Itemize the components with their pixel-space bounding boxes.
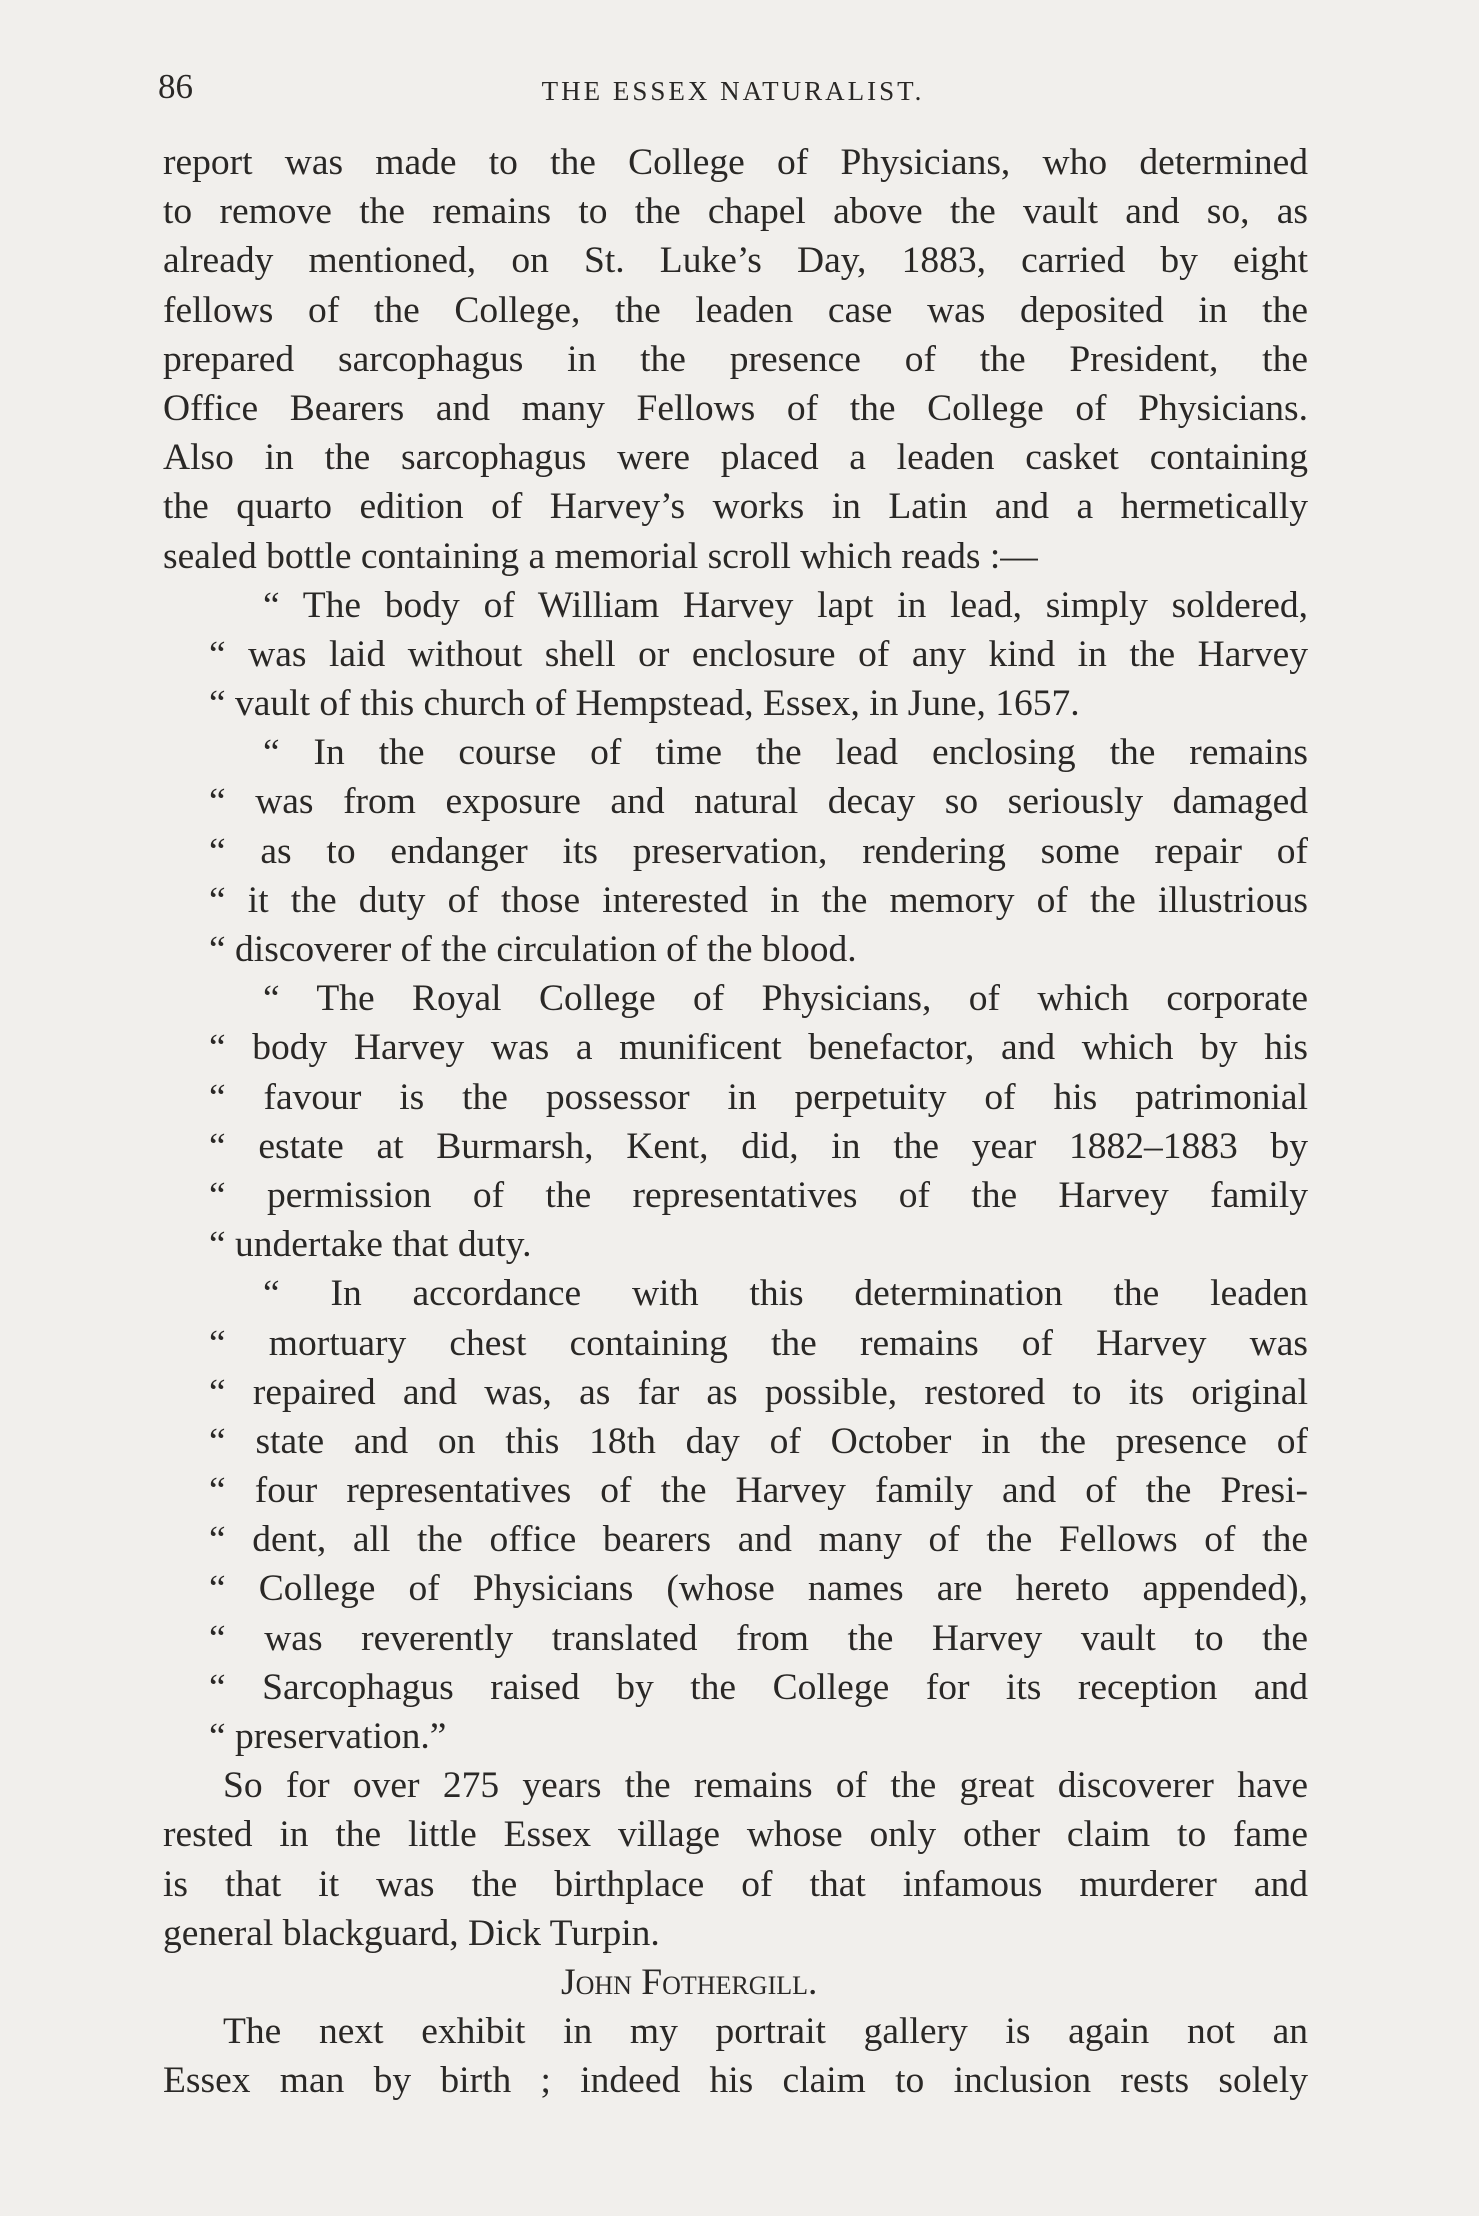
quote-line: “ was laid without shell or enclosure of any kind in the Harvey bbox=[209, 633, 1308, 675]
quote-line: “ discoverer of the circulation of the blood. bbox=[209, 929, 857, 970]
body-line: prepared sarcophagus in the presence of the President, the bbox=[163, 338, 1308, 380]
body-line: sealed bottle containing a memorial scroll which reads :— bbox=[163, 535, 1038, 577]
body-line: fellows of the College, the leaden case was deposited in the bbox=[163, 289, 1308, 331]
author-signature: John Fothergill. bbox=[561, 1961, 818, 2003]
quote-line: “ vault of this church of Hempstead, Essex, in June, 1657. bbox=[209, 683, 1080, 725]
quote-line: “ undertake that duty. bbox=[209, 1224, 532, 1266]
body-line: Office Bearers and many Fellows of the College of Physicians. bbox=[163, 387, 1308, 429]
running-title: THE ESSEX NATURALIST. bbox=[541, 76, 925, 106]
body-line: rested in the little Essex village whose only other claim to fame bbox=[163, 1814, 1308, 1856]
quote-line: “ The body of William Harvey lapt in lead, simply soldered, bbox=[263, 584, 1308, 626]
quote-line: “ In the course of time the lead enclosing the remains bbox=[263, 732, 1308, 774]
article-body bbox=[163, 138, 1308, 2106]
quote-line: “ estate at Burmarsh, Kent, did, in the year 1882–1883 by bbox=[209, 1125, 1308, 1167]
quote-line: “ body Harvey was a munificent benefactor, and which by his bbox=[209, 1027, 1308, 1069]
page-header bbox=[158, 62, 1308, 112]
body-line: already mentioned, on St. Luke’s Day, 1883, carried by eight bbox=[163, 240, 1308, 282]
quote-line: “ In accordance with this determination the leaden bbox=[263, 1273, 1308, 1315]
quote-line: “ dent, all the office bearers and many of the Fellows of the bbox=[209, 1519, 1308, 1561]
quote-line: “ as to endanger its preservation, rendering some repair of bbox=[209, 830, 1308, 872]
quote-line: “ was from exposure and natural decay so seriously damaged bbox=[209, 781, 1308, 823]
body-line: the quarto edition of Harvey’s works in Latin and a hermetically bbox=[163, 486, 1308, 528]
quote-line: “ mortuary chest containing the remains of Harvey was bbox=[209, 1322, 1308, 1364]
body-line: to remove the remains to the chapel above the vault and so, as bbox=[163, 191, 1308, 233]
body-line: Also in the sarcophagus were placed a leaden casket containing bbox=[163, 437, 1308, 479]
quote-line: “ was reverently translated from the Harvey vault to the bbox=[209, 1617, 1308, 1659]
quote-line: “ Sarcophagus raised by the College for its reception and bbox=[209, 1666, 1308, 1708]
quote-line: “ The Royal College of Physicians, of which corporate bbox=[263, 978, 1308, 1020]
quote-line: “ permission of the representatives of the Harvey family bbox=[209, 1174, 1308, 1216]
body-line: The next exhibit in my portrait gallery is again not an bbox=[223, 2011, 1308, 2053]
quote-line: “ favour is the possessor in perpetuity of his patrimonial bbox=[209, 1076, 1308, 1118]
body-line: general blackguard, Dick Turpin. bbox=[163, 1912, 660, 1954]
quote-line: “ preservation.” bbox=[209, 1716, 447, 1757]
quote-line: “ four representatives of the Harvey family and of the Presi- bbox=[209, 1470, 1308, 1512]
body-line: So for over 275 years the remains of the great discoverer have bbox=[223, 1765, 1308, 1807]
page-number: 86 bbox=[158, 67, 193, 106]
quote-line: “ repaired and was, as far as possible, restored to its original bbox=[209, 1371, 1308, 1413]
body-line: is that it was the birthplace of that infamous murderer and bbox=[163, 1863, 1308, 1905]
quote-line: “ state and on this 18th day of October in the presence of bbox=[209, 1420, 1308, 1462]
body-line: Essex man by birth ; indeed his claim to inclusion rests solely bbox=[163, 2060, 1308, 2102]
body-line: report was made to the College of Physicians, who determined bbox=[163, 142, 1308, 183]
quote-line: “ it the duty of those interested in the memory of the illustrious bbox=[209, 879, 1308, 921]
quote-line: “ College of Physicians (whose names are hereto appended), bbox=[209, 1568, 1308, 1610]
